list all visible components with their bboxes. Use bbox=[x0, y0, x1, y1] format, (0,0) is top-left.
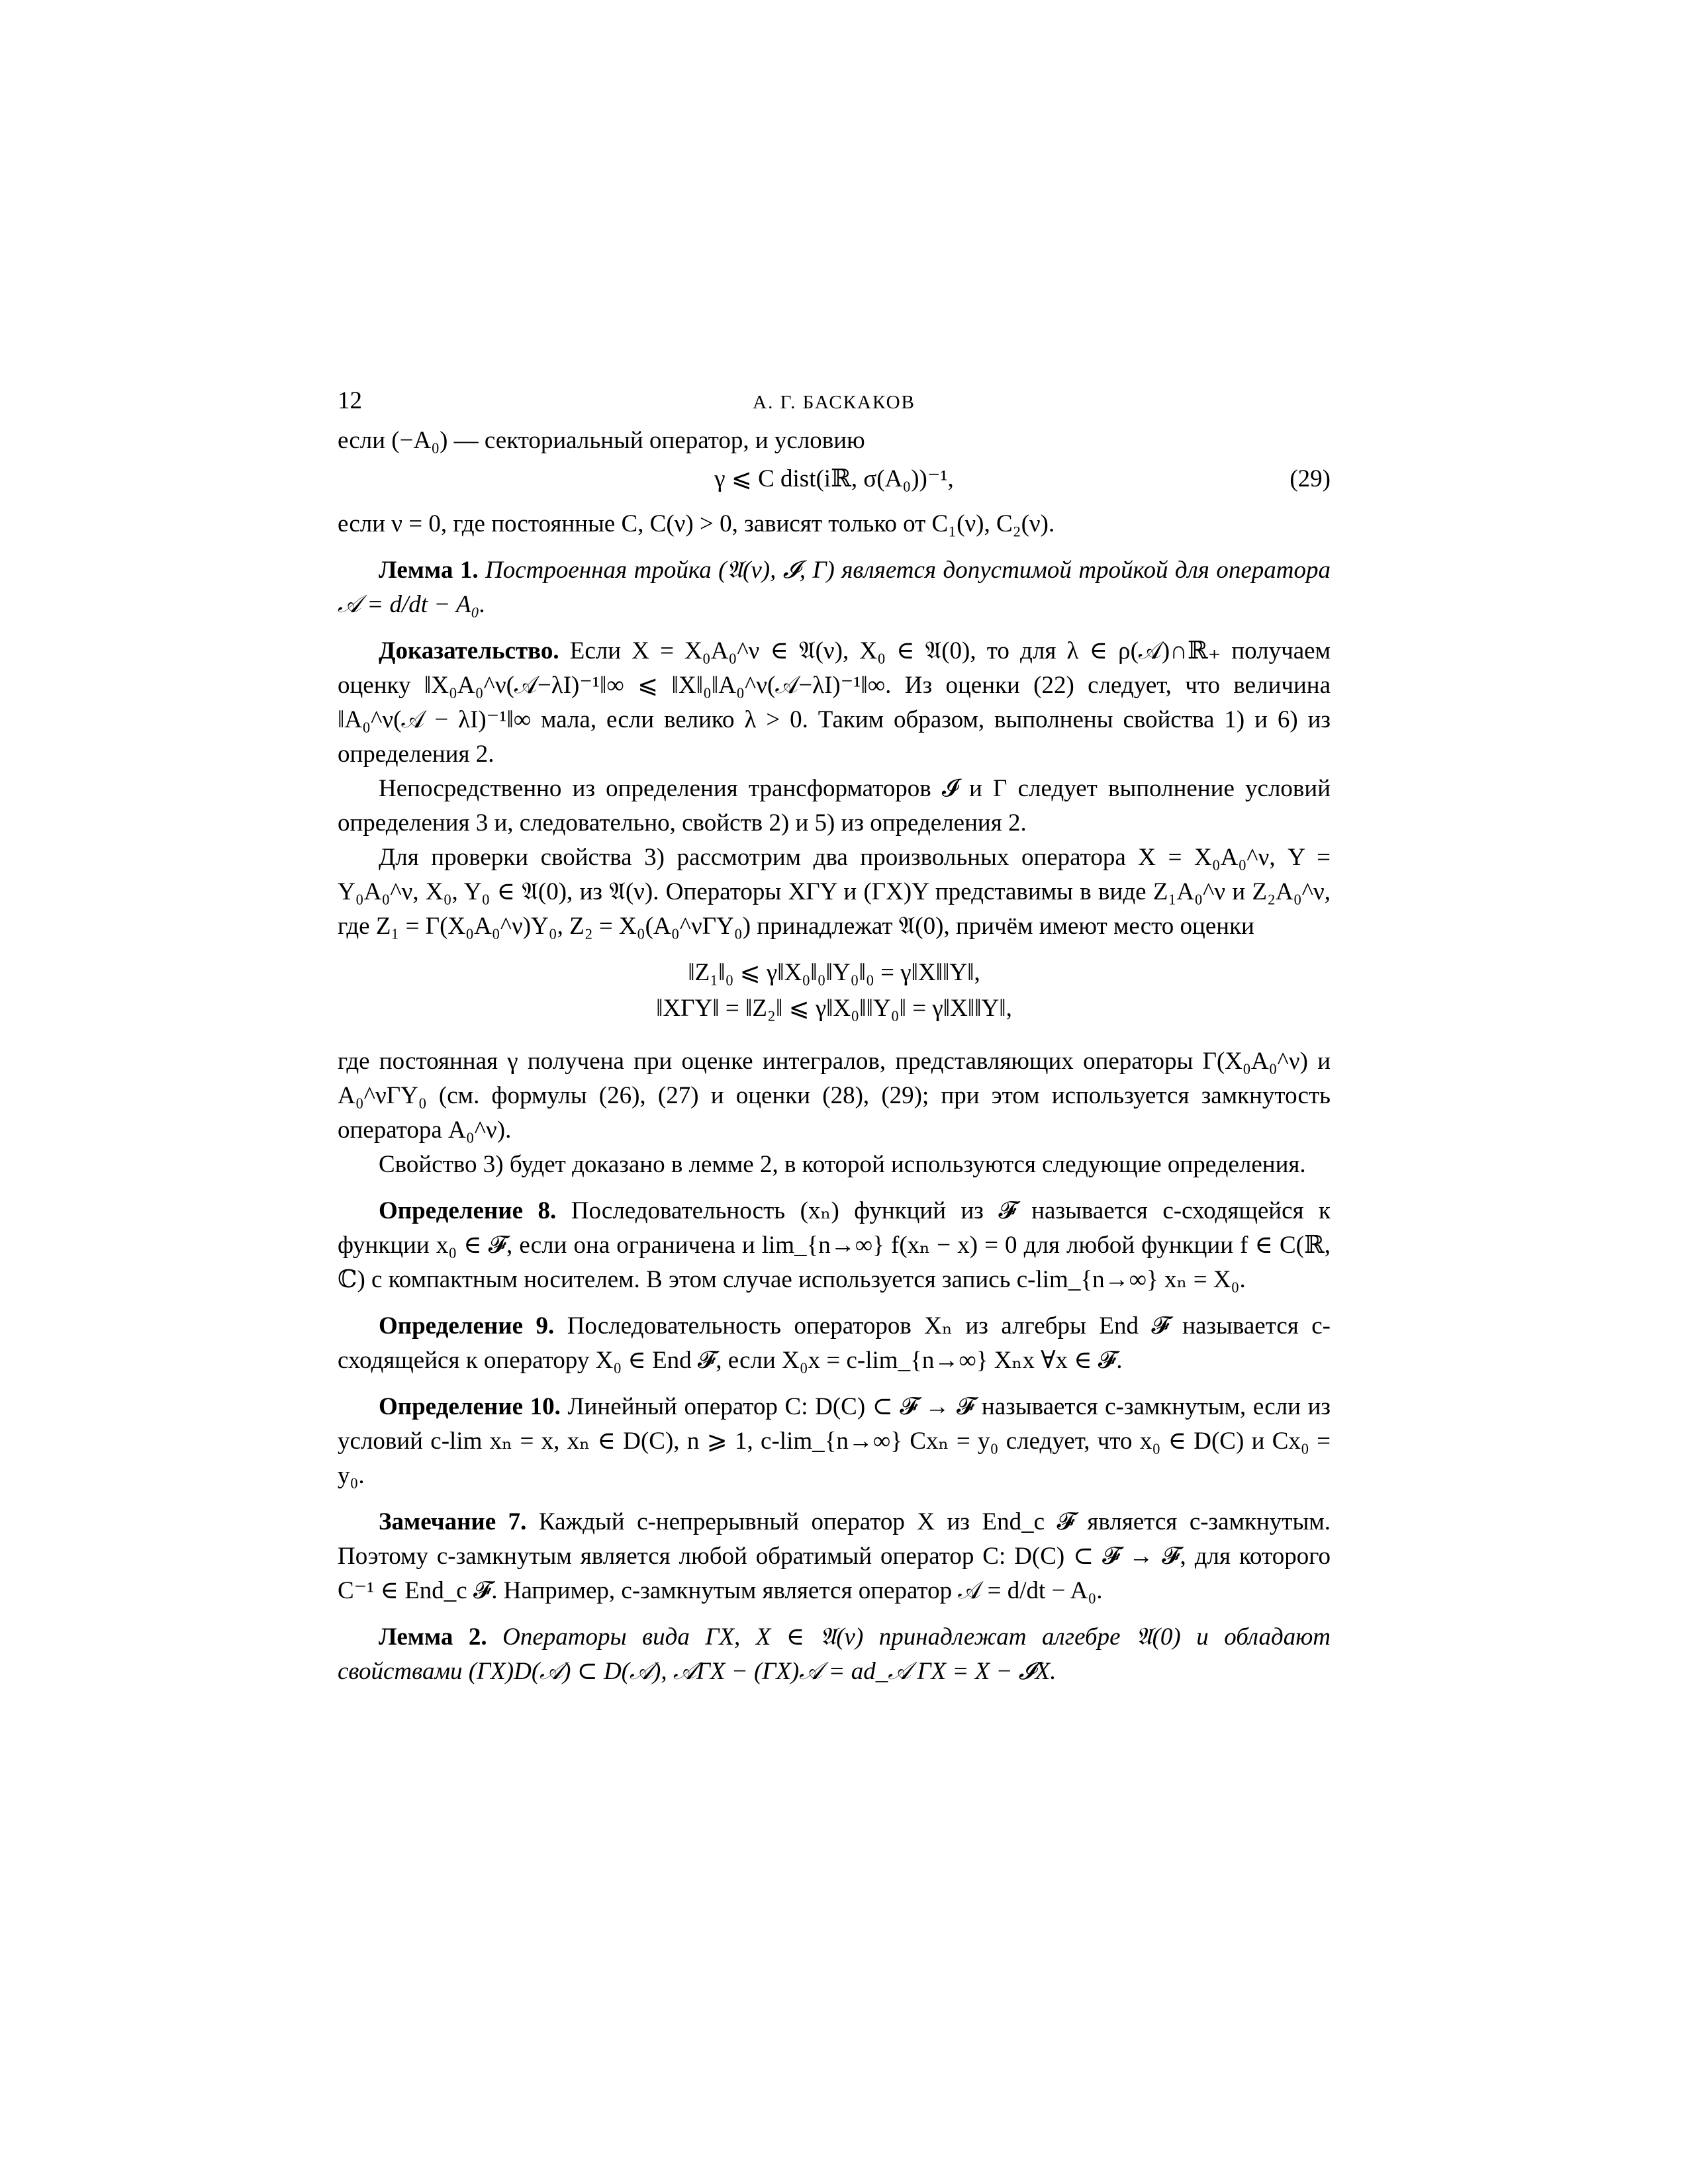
definition-9-text: Последовательность операторов Xₙ из алгебры End 𝓕 называется c-сходящейся к оператору X₀ ∈ End 𝓕, если X₀x = c-lim_{n→∞} Xₙx ∀x ∈ 𝓕. bbox=[338, 1312, 1331, 1374]
definition-9-label: Определение 9. bbox=[379, 1312, 555, 1340]
lemma-2-label: Лемма 2. bbox=[379, 1623, 487, 1651]
equation-29-tag: (29) bbox=[1289, 465, 1331, 492]
lemma-2-text: Операторы вида ΓX, X ∈ 𝔄(ν) принадлежат алгебре 𝔄(0) и обладают свойствами (ΓX)D(𝒜) ⊂ D(𝒜), 𝒜ΓX − (ΓX)𝒜 = ad_𝒜 ΓX = X − 𝓘X. bbox=[338, 1623, 1331, 1685]
estimates-block bbox=[338, 956, 1331, 1027]
lemma-1 bbox=[338, 553, 1331, 622]
definition-10-text: Линейный оператор C: D(C) ⊂ 𝓕 → 𝓕 называется c-замкнутым, если из условий c-lim xₙ = x, xₙ ∈ D(C), n ⩾ 1, c-lim_{n→∞} Cxₙ = y₀ следует, что x₀ ∈ D(C) и Cx₀ = y₀. bbox=[338, 1393, 1331, 1489]
paragraph-direct: Непосредственно из определения трансформаторов 𝓘 и Γ следует выполнение условий определения 3 и, следовательно, свойств 2) и 5) из определения 2. bbox=[338, 775, 1331, 837]
page bbox=[338, 384, 1331, 1689]
proof-label: Доказательство. bbox=[379, 637, 559, 664]
paragraph-property-3: Свойство 3) будет доказано в лемме 2, в которой используются следующие определения. bbox=[379, 1151, 1306, 1178]
definition-10 bbox=[338, 1390, 1331, 1493]
lemma-1-text: Построенная тройка (𝔄(ν), 𝓘, Γ) является допустимой тройкой для оператора 𝒜 = d/dt − A₀. bbox=[338, 557, 1331, 618]
proof-text: Если X = X₀A₀^ν ∈ 𝔄(ν), X₀ ∈ 𝔄(0), то для λ ∈ ρ(𝒜)∩ℝ₊ получаем оценку ‖X₀A₀^ν(𝒜−λI)⁻¹‖∞ ⩽ ‖X‖₀‖A₀^ν(𝒜−λI)⁻¹‖∞. Из оценки (22) следует, что величина ‖A₀^ν(𝒜 − λI)⁻¹‖∞ мала, если велико λ > 0. Таким образом, выполнены свойства 1) и 6) из определения 2. bbox=[338, 637, 1331, 768]
equation-29 bbox=[338, 462, 1331, 503]
intro-text: если (−A₀) — секториальный оператор, и условию bbox=[338, 427, 865, 454]
proof bbox=[338, 634, 1331, 772]
lemma-1-label: Лемма 1. bbox=[379, 557, 479, 584]
remark-7 bbox=[338, 1505, 1331, 1608]
remark-7-label: Замечание 7. bbox=[379, 1508, 527, 1535]
running-header bbox=[338, 384, 1331, 424]
definition-10-label: Определение 10. bbox=[379, 1393, 561, 1420]
equation-29-formula: γ ⩽ C dist(iℝ, σ(A₀))⁻¹, bbox=[714, 465, 954, 492]
remark-7-text: Каждый c-непрерывный оператор X из End_c 𝓕 является c-замкнутым. Поэтому c-замкнутым является любой обратимый оператор C: D(C) ⊂ 𝓕 → 𝓕, для которого C⁻¹ ∈ End_c 𝓕. Например, c-замкнутым является оператор 𝒜 = d/dt − A₀. bbox=[338, 1508, 1331, 1604]
page-number: 12 bbox=[338, 387, 362, 414]
lemma-2 bbox=[338, 1620, 1331, 1689]
nu-condition-text: если ν = 0, где постоянные C, C(ν) > 0, зависят только от C₁(ν), C₂(ν). bbox=[338, 510, 1055, 537]
definition-9 bbox=[338, 1309, 1331, 1378]
estimate-line-2: ‖XΓY‖ = ‖Z₂‖ ⩽ γ‖X₀‖‖Y₀‖ = γ‖X‖‖Y‖, bbox=[656, 995, 1012, 1022]
estimate-line-1: ‖Z₁‖₀ ⩽ γ‖X₀‖₀‖Y₀‖₀ = γ‖X‖‖Y‖, bbox=[688, 959, 980, 986]
definition-8 bbox=[338, 1194, 1331, 1297]
definition-8-label: Определение 8. bbox=[379, 1197, 557, 1224]
running-author: А. Г. БАСКАКОВ bbox=[753, 392, 915, 413]
definition-8-text: Последовательность (xₙ) функций из 𝓕 называется c-сходящейся к функции x₀ ∈ 𝓕, если она ограничена и lim_{n→∞} f(xₙ − x) = 0 для любой функции f ∈ C(ℝ, ℂ) с компактным носителем. В этом случае используется запись c-lim_{n→∞} xₙ = X₀. bbox=[338, 1197, 1331, 1293]
paragraph-check: Для проверки свойства 3) рассмотрим два произвольных оператора X = X₀A₀^ν, Y = Y₀A₀^ν, X₀, Y₀ ∈ 𝔄(0), из 𝔄(ν). Операторы XΓY и (ΓX)Y представимы в виде Z₁A₀^ν и Z₂A₀^ν, где Z₁ = Γ(X₀A₀^ν)Y₀, Z₂ = X₀(A₀^νΓY₀) принадлежат 𝔄(0), причём имеют место оценки bbox=[338, 844, 1331, 940]
paragraph-gamma: где постоянная γ получена при оценке интегралов, представляющих операторы Γ(X₀A₀^ν) и A₀^νΓY₀ (см. формулы (26), (27) и оценки (28), (29); при этом используется замкнутость оператора A₀^ν). bbox=[338, 1048, 1331, 1144]
